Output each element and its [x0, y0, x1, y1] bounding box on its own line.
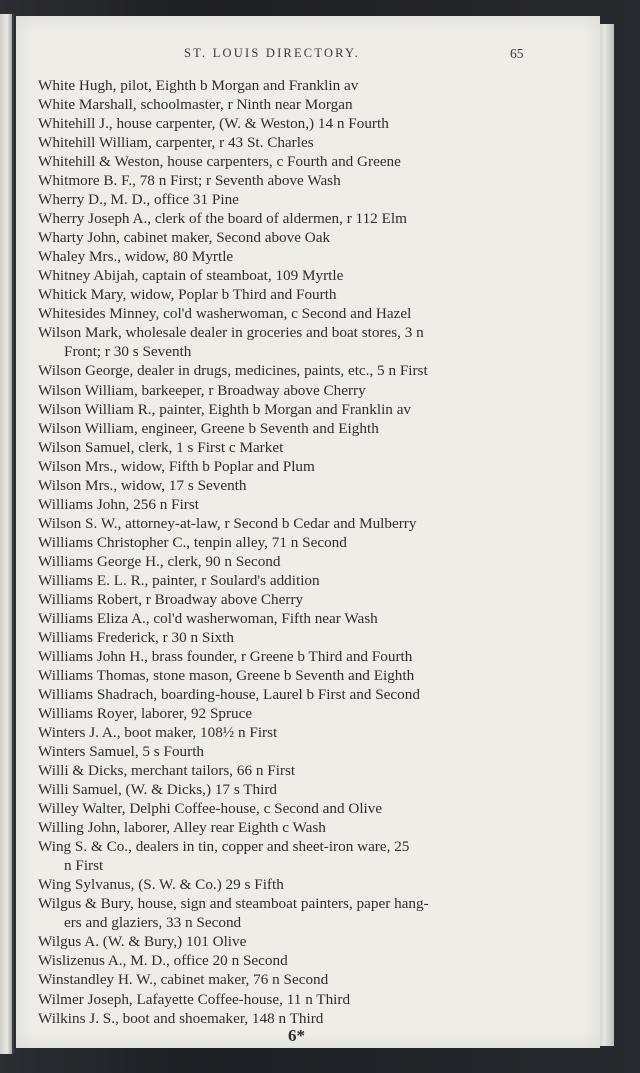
entry-text: Williams Christopher C., tenpin alley, 71 n Second: [38, 533, 347, 551]
entry-text: Wilson Mark, wholesale dealer in groceries and boat stores, 3 n: [38, 324, 424, 342]
directory-entry: [38, 533, 558, 552]
entry-text: Williams Frederick, r 30 n Sixth: [38, 628, 234, 646]
directory-entry: [38, 171, 558, 190]
directory-entry: [38, 837, 558, 875]
directory-entry: [38, 400, 558, 419]
signature-mark: 6*: [288, 1026, 305, 1045]
directory-entry: [38, 247, 558, 266]
directory-entry: [38, 266, 558, 285]
entry-text: Wilson Mrs., widow, Fifth b Poplar and Plum: [38, 457, 315, 475]
entry-text: Willing John, laborer, Alley rear Eighth c Wash: [38, 819, 326, 837]
entry-text: Winters Samuel, 5 s Fourth: [38, 743, 205, 761]
directory-entry: [38, 647, 558, 666]
directory-entry: [38, 95, 558, 114]
entry-text: Williams Robert, r Broadway above Cherry: [38, 590, 304, 608]
entry-text: Wherry D., M. D., office 31 Pine: [38, 191, 239, 209]
directory-entry: [38, 228, 558, 247]
entry-text: Wharty John, cabinet maker, Second above Oak: [38, 229, 331, 247]
entry-continuation: ers and glaziers, 33 n Second: [64, 914, 242, 932]
entry-text: Wilgus A. (W. & Bury,) 101 Olive: [38, 933, 247, 951]
entry-text: Wherry Joseph A., clerk of the board of aldermen, r 112 Elm: [38, 210, 407, 228]
following-pages-edge: [598, 24, 614, 1046]
directory-entry: [38, 114, 558, 133]
directory-entry: [38, 609, 558, 628]
entry-text: Willi Samuel, (W. & Dicks,) 17 s Third: [38, 781, 277, 799]
directory-entry: [38, 590, 558, 609]
directory-entry: [38, 361, 558, 380]
entry-text: Wilson William, barkeeper, r Broadway above Cherry: [38, 381, 366, 399]
directory-entry: [38, 552, 558, 571]
directory-entry: [38, 990, 558, 1009]
directory-entry: [38, 1009, 558, 1028]
entry-text: Willi & Dicks, merchant tailors, 66 n First: [38, 762, 296, 780]
directory-entry: [38, 190, 558, 209]
directory-entry: [38, 457, 558, 476]
entry-text: Williams Royer, laborer, 92 Spruce: [38, 705, 253, 723]
entry-text: Wing Sylvanus, (S. W. & Co.) 29 s Fifth: [38, 876, 284, 894]
entry-text: Wilkins J. S., boot and shoemaker, 148 n Third: [38, 1009, 324, 1027]
directory-entry: [38, 780, 558, 799]
entry-text: Wilson Mrs., widow, 17 s Seventh: [38, 476, 247, 494]
directory-entry: [38, 419, 558, 438]
directory-entry: [38, 571, 558, 590]
directory-page: [16, 16, 600, 1048]
entry-text: Williams Shadrach, boarding-house, Laurel b First and Second: [38, 686, 420, 703]
directory-entry: [38, 209, 558, 228]
entry-text: White Marshall, schoolmaster, r Ninth near Morgan: [38, 96, 353, 114]
entry-text: Williams George H., clerk, 90 n Second: [38, 552, 281, 570]
directory-entry: [38, 799, 558, 818]
entry-text: Wilson Samuel, clerk, 1 s First c Market: [38, 438, 284, 456]
entry-text: Williams John, 256 n First: [38, 495, 199, 513]
entry-text: Wing S. & Co., dealers in tin, copper and sheet-iron ware, 25: [38, 838, 410, 856]
entry-text: White Hugh, pilot, Eighth b Morgan and Franklin av: [38, 77, 359, 94]
entry-text: Wilson George, dealer in drugs, medicines, paints, etc., 5 n First: [38, 362, 428, 380]
directory-entry: [38, 685, 558, 704]
entry-text: Williams Eliza A., col'd washerwoman, Fifth near Wash: [38, 609, 378, 627]
previous-page-edge: [0, 14, 12, 1054]
entry-text: Whitehill & Weston, house carpenters, c Fourth and Greene: [38, 153, 401, 171]
directory-entry: [38, 628, 558, 647]
directory-entry: [38, 76, 558, 95]
entry-text: Whaley Mrs., widow, 80 Myrtle: [38, 248, 234, 266]
entry-text: Wislizenus A., M. D., office 20 n Second: [38, 952, 288, 970]
entry-text: Whitesides Minney, col'd washerwoman, c Second and Hazel: [38, 305, 412, 323]
entry-continuation: Front; r 30 s Seventh: [64, 343, 192, 361]
directory-entry: [38, 742, 558, 761]
entry-continuation: n First: [64, 857, 104, 875]
directory-entry: [38, 951, 558, 970]
entry-text: Whitick Mary, widow, Poplar b Third and Fourth: [38, 286, 337, 304]
gutter-shadow: [12, 14, 14, 1054]
directory-entry: [38, 932, 558, 951]
directory-entry: [38, 875, 558, 894]
directory-entry: [38, 476, 558, 495]
directory-entry: [38, 323, 558, 361]
entry-text: Whitehill J., house carpenter, (W. & Weston,) 14 n Fourth: [38, 115, 389, 133]
directory-entry: [38, 761, 558, 780]
directory-entry: [38, 285, 558, 304]
directory-entry: [38, 152, 558, 171]
directory-entry: [38, 304, 558, 323]
directory-entry: [38, 133, 558, 152]
entry-text: Wilson S. W., attorney-at-law, r Second b Cedar and Mulberry: [38, 514, 417, 532]
entry-text: Whitehill William, carpenter, r 43 St. Charles: [38, 134, 314, 152]
entry-text: Williams E. L. R., painter, r Soulard's addition: [38, 571, 320, 589]
running-head: ST. LOUIS DIRECTORY.: [184, 46, 360, 60]
entry-text: Wilson William, engineer, Greene b Seventh and Eighth: [38, 419, 379, 437]
entry-text: Whitney Abijah, captain of steamboat, 109 Myrtle: [38, 267, 344, 285]
entry-text: Wilgus & Bury, house, sign and steamboat painters, paper hang-: [38, 895, 429, 913]
directory-entry: [38, 723, 558, 742]
entry-text: Winters J. A., boot maker, 108½ n First: [38, 724, 278, 742]
entry-text: Winstandley H. W., cabinet maker, 76 n Second: [38, 971, 329, 989]
entry-text: Wilmer Joseph, Lafayette Coffee-house, 11 n Third: [38, 990, 351, 1008]
directory-entry: [38, 666, 558, 685]
page-number: 65: [510, 46, 524, 61]
entry-text: Williams Thomas, stone mason, Greene b Seventh and Eighth: [38, 666, 415, 684]
entry-text: Williams John H., brass founder, r Greene b Third and Fourth: [38, 647, 413, 665]
entry-text: Wilson William R., painter, Eighth b Morgan and Franklin av: [38, 400, 412, 418]
directory-entry: [38, 894, 558, 932]
page-header: [16, 46, 600, 66]
directory-entry: [38, 381, 558, 400]
directory-entries: [38, 76, 558, 1028]
directory-entry: [38, 970, 558, 989]
entry-text: Willey Walter, Delphi Coffee-house, c Second and Olive: [38, 800, 383, 818]
entry-text: Whitmore B. F., 78 n First; r Seventh above Wash: [38, 172, 341, 190]
directory-entry: [38, 818, 558, 837]
directory-entry: [38, 704, 558, 723]
directory-entry: [38, 495, 558, 514]
directory-entry: [38, 438, 558, 457]
directory-entry: [38, 514, 558, 533]
